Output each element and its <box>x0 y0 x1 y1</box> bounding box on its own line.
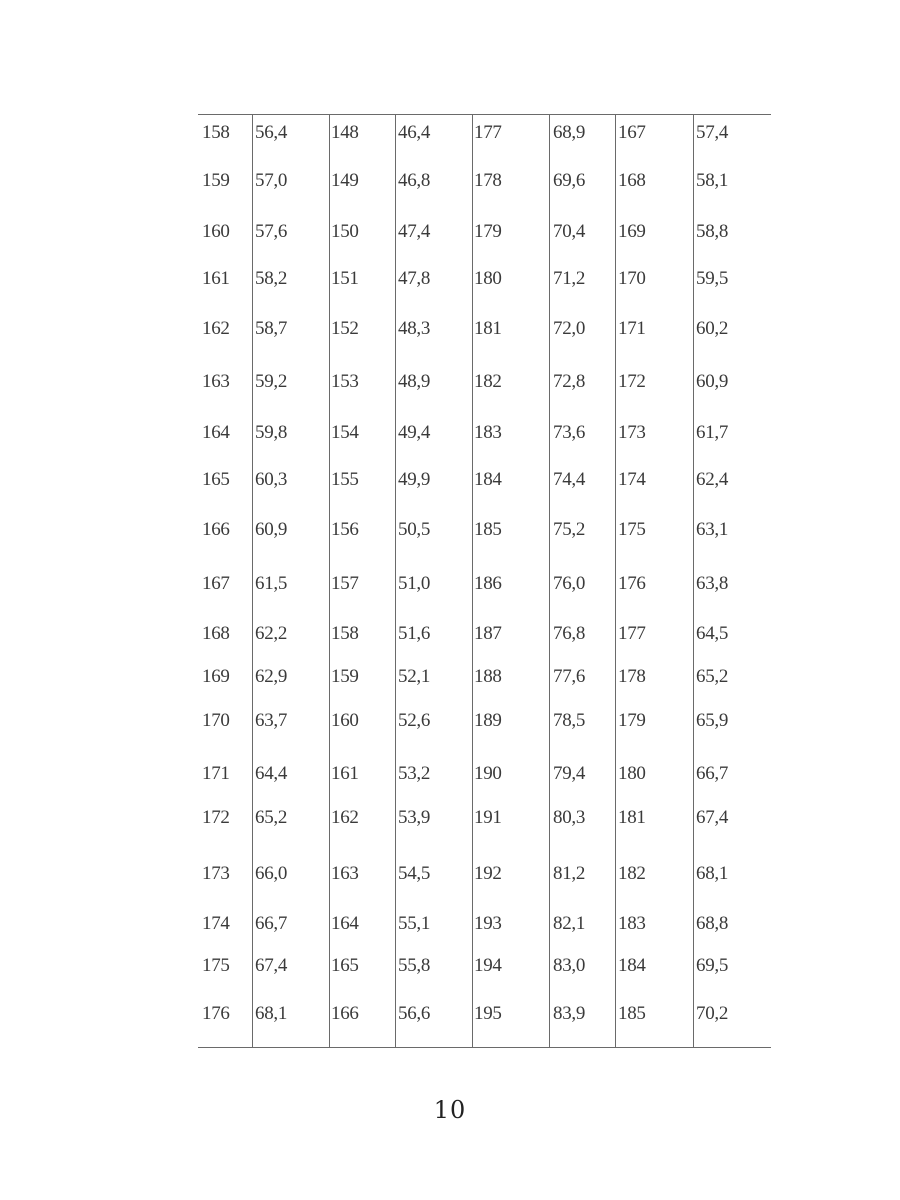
table-cell: 170 <box>618 268 646 289</box>
table-cell: 47,4 <box>398 221 431 242</box>
table-cell: 185 <box>474 519 502 540</box>
table-cell: 175 <box>202 955 230 976</box>
table-cell: 190 <box>474 763 502 784</box>
table-cell: 165 <box>331 955 359 976</box>
table-cell: 51,6 <box>398 623 431 644</box>
table-cell: 161 <box>331 763 359 784</box>
table-cell: 188 <box>474 666 502 687</box>
table-cell: 69,6 <box>553 170 586 191</box>
table-cell: 174 <box>202 913 230 934</box>
table-cell: 64,4 <box>255 763 288 784</box>
table-cell: 61,7 <box>696 422 729 443</box>
table-cell: 60,9 <box>255 519 288 540</box>
table-row <box>198 707 771 735</box>
table-cell: 182 <box>474 371 502 392</box>
table-row <box>198 760 771 788</box>
table-cell: 66,7 <box>255 913 288 934</box>
table-cell: 180 <box>474 268 502 289</box>
table-cell: 164 <box>202 422 230 443</box>
table-cell: 51,0 <box>398 573 431 594</box>
table-cell: 159 <box>202 170 230 191</box>
table-cell: 83,9 <box>553 1003 586 1024</box>
table-cell: 163 <box>202 371 230 392</box>
table-row <box>198 218 771 246</box>
table-cell: 164 <box>331 913 359 934</box>
table-cell: 59,5 <box>696 268 729 289</box>
table-cell: 148 <box>331 122 359 143</box>
table-cell: 183 <box>618 913 646 934</box>
table-cell: 47,8 <box>398 268 431 289</box>
table-cell: 167 <box>202 573 230 594</box>
table-cell: 153 <box>331 371 359 392</box>
table-cell: 162 <box>331 807 359 828</box>
table-cell: 76,0 <box>553 573 586 594</box>
table-row <box>198 119 771 147</box>
table-cell: 70,2 <box>696 1003 729 1024</box>
table-row <box>198 167 771 195</box>
table-cell: 163 <box>331 863 359 884</box>
table-cell: 57,4 <box>696 122 729 143</box>
table-cell: 81,2 <box>553 863 586 884</box>
table-cell: 68,8 <box>696 913 729 934</box>
table-cell: 154 <box>331 422 359 443</box>
table-cell: 187 <box>474 623 502 644</box>
table-row <box>198 1000 771 1028</box>
table-cell: 75,2 <box>553 519 586 540</box>
table-cell: 158 <box>331 623 359 644</box>
table-cell: 169 <box>618 221 646 242</box>
table-cell: 57,6 <box>255 221 288 242</box>
table-cell: 174 <box>618 469 646 490</box>
table-cell: 179 <box>474 221 502 242</box>
table-cell: 166 <box>202 519 230 540</box>
table-cell: 168 <box>202 623 230 644</box>
table-row <box>198 663 771 691</box>
height-weight-table <box>198 114 771 1048</box>
table-cell: 170 <box>202 710 230 731</box>
table-cell: 68,1 <box>696 863 729 884</box>
table-cell: 67,4 <box>696 807 729 828</box>
table-row <box>198 265 771 293</box>
table-cell: 189 <box>474 710 502 731</box>
table-cell: 58,2 <box>255 268 288 289</box>
table-cell: 191 <box>474 807 502 828</box>
table-cell: 168 <box>618 170 646 191</box>
table-cell: 60,2 <box>696 318 729 339</box>
table-cell: 71,2 <box>553 268 586 289</box>
table-row <box>198 368 771 396</box>
table-cell: 76,8 <box>553 623 586 644</box>
table-cell: 176 <box>202 1003 230 1024</box>
table-cell: 162 <box>202 318 230 339</box>
table-row <box>198 570 771 598</box>
table-row <box>198 952 771 980</box>
table-cell: 68,1 <box>255 1003 288 1024</box>
table-cell: 52,1 <box>398 666 431 687</box>
table-cell: 69,5 <box>696 955 729 976</box>
table-cell: 175 <box>618 519 646 540</box>
table-cell: 63,7 <box>255 710 288 731</box>
table-cell: 165 <box>202 469 230 490</box>
table-cell: 55,1 <box>398 913 431 934</box>
table-cell: 54,5 <box>398 863 431 884</box>
page-number: 10 <box>433 1096 467 1124</box>
table-cell: 160 <box>202 221 230 242</box>
table-cell: 77,6 <box>553 666 586 687</box>
table-row <box>198 910 771 938</box>
table-cell: 161 <box>202 268 230 289</box>
table-cell: 171 <box>618 318 646 339</box>
table-cell: 149 <box>331 170 359 191</box>
table-cell: 183 <box>474 422 502 443</box>
table-cell: 78,5 <box>553 710 586 731</box>
table-cell: 80,3 <box>553 807 586 828</box>
table-row <box>198 516 771 544</box>
table-cell: 181 <box>474 318 502 339</box>
table-cell: 192 <box>474 863 502 884</box>
table-row <box>198 315 771 343</box>
table-cell: 56,6 <box>398 1003 431 1024</box>
table-cell: 166 <box>331 1003 359 1024</box>
table-cell: 180 <box>618 763 646 784</box>
table-cell: 193 <box>474 913 502 934</box>
table-cell: 66,7 <box>696 763 729 784</box>
table-cell: 62,4 <box>696 469 729 490</box>
table-cell: 67,4 <box>255 955 288 976</box>
table-cell: 181 <box>618 807 646 828</box>
table-cell: 160 <box>331 710 359 731</box>
table-cell: 177 <box>618 623 646 644</box>
table-cell: 150 <box>331 221 359 242</box>
table-cell: 59,2 <box>255 371 288 392</box>
table-cell: 64,5 <box>696 623 729 644</box>
table-cell: 82,1 <box>553 913 586 934</box>
table-cell: 195 <box>474 1003 502 1024</box>
table-cell: 83,0 <box>553 955 586 976</box>
table-cell: 66,0 <box>255 863 288 884</box>
table-cell: 61,5 <box>255 573 288 594</box>
table-cell: 151 <box>331 268 359 289</box>
table-cell: 172 <box>618 371 646 392</box>
table-cell: 186 <box>474 573 502 594</box>
table-cell: 63,8 <box>696 573 729 594</box>
table-cell: 68,9 <box>553 122 586 143</box>
table-cell: 158 <box>202 122 230 143</box>
table-cell: 50,5 <box>398 519 431 540</box>
table-cell: 171 <box>202 763 230 784</box>
table-cell: 159 <box>331 666 359 687</box>
table-row <box>198 620 771 648</box>
table-cell: 46,8 <box>398 170 431 191</box>
table-cell: 178 <box>474 170 502 191</box>
table-cell: 74,4 <box>553 469 586 490</box>
table-row <box>198 419 771 447</box>
table-cell: 62,2 <box>255 623 288 644</box>
table-cell: 48,3 <box>398 318 431 339</box>
table-cell: 52,6 <box>398 710 431 731</box>
table-cell: 167 <box>618 122 646 143</box>
table-cell: 65,2 <box>696 666 729 687</box>
table-cell: 70,4 <box>553 221 586 242</box>
table-cell: 173 <box>202 863 230 884</box>
table-cell: 60,3 <box>255 469 288 490</box>
table-cell: 58,1 <box>696 170 729 191</box>
table-cell: 172 <box>202 807 230 828</box>
table-cell: 62,9 <box>255 666 288 687</box>
table-cell: 56,4 <box>255 122 288 143</box>
table-cell: 79,4 <box>553 763 586 784</box>
table-cell: 194 <box>474 955 502 976</box>
table-cell: 178 <box>618 666 646 687</box>
table-cell: 72,8 <box>553 371 586 392</box>
table-cell: 179 <box>618 710 646 731</box>
table-cell: 49,4 <box>398 422 431 443</box>
table-row <box>198 804 771 832</box>
table-cell: 58,8 <box>696 221 729 242</box>
table-cell: 49,9 <box>398 469 431 490</box>
table-cell: 185 <box>618 1003 646 1024</box>
table-cell: 59,8 <box>255 422 288 443</box>
table-row <box>198 466 771 494</box>
table-cell: 53,2 <box>398 763 431 784</box>
table-cell: 73,6 <box>553 422 586 443</box>
table-cell: 173 <box>618 422 646 443</box>
table-cell: 55,8 <box>398 955 431 976</box>
table-cell: 182 <box>618 863 646 884</box>
table-cell: 57,0 <box>255 170 288 191</box>
table-cell: 48,9 <box>398 371 431 392</box>
table-cell: 63,1 <box>696 519 729 540</box>
table-cell: 58,7 <box>255 318 288 339</box>
table-cell: 184 <box>474 469 502 490</box>
table-cell: 60,9 <box>696 371 729 392</box>
table-cell: 53,9 <box>398 807 431 828</box>
table-cell: 184 <box>618 955 646 976</box>
table-cell: 155 <box>331 469 359 490</box>
table-cell: 72,0 <box>553 318 586 339</box>
table-cell: 152 <box>331 318 359 339</box>
table-row <box>198 860 771 888</box>
table-cell: 46,4 <box>398 122 431 143</box>
table-cell: 157 <box>331 573 359 594</box>
table-cell: 177 <box>474 122 502 143</box>
table-cell: 65,9 <box>696 710 729 731</box>
table-cell: 176 <box>618 573 646 594</box>
table-cell: 169 <box>202 666 230 687</box>
table-cell: 156 <box>331 519 359 540</box>
table-cell: 65,2 <box>255 807 288 828</box>
